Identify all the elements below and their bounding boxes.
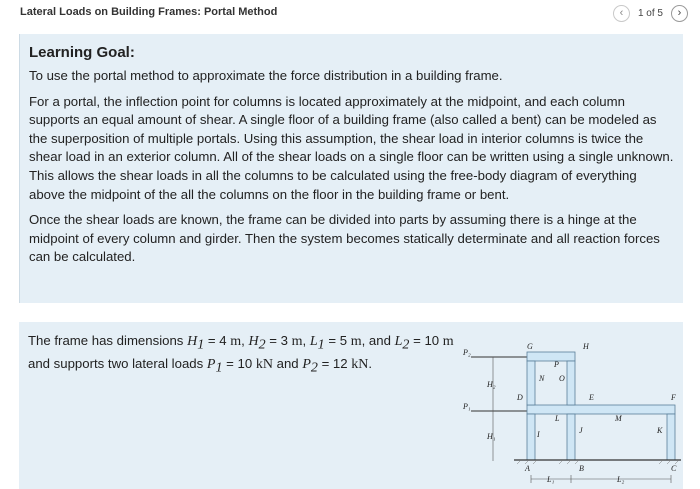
column-lower-mid <box>567 414 575 460</box>
frame-diagram-svg <box>459 329 685 487</box>
page-title: Lateral Loads on Building Frames: Portal Method <box>20 6 278 18</box>
ground-hatch <box>517 460 679 464</box>
label-l1: L₁ <box>547 475 555 484</box>
label-p2: P₂ <box>463 348 471 357</box>
column-upper-mid <box>567 361 575 405</box>
svg-text:C: C <box>671 464 677 473</box>
learning-goal-panel <box>19 34 683 303</box>
load-arrow-p2 <box>471 354 533 360</box>
chevron-left-icon: ‹ <box>619 7 624 19</box>
page-counter: 1 of 5 <box>637 7 663 19</box>
svg-text:D: D <box>517 393 523 402</box>
svg-text:H: H <box>583 342 589 351</box>
column-upper-left <box>527 361 535 405</box>
upper-girder <box>527 352 575 361</box>
svg-text:O: O <box>559 374 565 383</box>
goal-paragraph-1: To use the portal method to approximate the force distribution in a building frame. <box>29 68 503 83</box>
column-lower-right <box>667 414 675 460</box>
svg-text:K: K <box>657 426 663 435</box>
svg-text:M: M <box>615 414 622 423</box>
svg-text:F: F <box>671 393 676 402</box>
label-p1: P₁ <box>463 402 471 411</box>
label-h2: H₂ <box>487 380 496 389</box>
next-page-button[interactable] <box>671 5 688 22</box>
svg-text:B: B <box>579 464 584 473</box>
svg-text:N: N <box>539 374 545 383</box>
svg-text:L: L <box>555 414 560 423</box>
learning-goal-heading: Learning Goal: <box>29 44 135 61</box>
column-lower-left <box>527 414 535 460</box>
pagination <box>613 3 688 23</box>
header <box>0 0 700 26</box>
label-l2: L₂ <box>617 475 625 484</box>
goal-paragraph-2: For a portal, the inflection point for columns is located approximately at the midpoint, and each column supports an equal amount of shear. A single floor of a building frame (also called a bent) can be modeled as the superposition of multiple portals. Using this assumption, the shear load in interior columns is twice the shear load in an exterior column. All of the shear loads on a single floor can be written using a single unknown. This allows the shear loads in all the columns to be calculated using the free-body diagram of everything above the midpoint of the all the columns on the floor in the building frame or bent. <box>29 93 674 202</box>
svg-text:E: E <box>589 393 594 402</box>
lower-girder <box>527 405 675 414</box>
svg-text:G: G <box>527 342 533 351</box>
chevron-right-icon: › <box>677 7 682 19</box>
svg-text:J: J <box>579 426 583 435</box>
svg-text:A: A <box>525 464 530 473</box>
label-h1: H₁ <box>487 432 496 441</box>
svg-text:I: I <box>537 430 540 439</box>
problem-text: The frame has dimensions $H_1 = 4$ m, $H_2 = 3$ m, $L_1 = 5$ m, and $L_2 = 10$ m and supports two lateral loads $P_1 = 10$ kN and $P_2 = 12$ kN. <box>28 333 454 376</box>
load-arrow-p1 <box>471 408 533 414</box>
frame-diagram <box>459 329 685 487</box>
goal-paragraph-3: Once the shear loads are known, the frame can be divided into parts by assuming there is a hinge at the midpoint of every column and girder. Then the system becomes statically determinate and all reaction forces can be calculated. <box>29 212 660 265</box>
previous-page-button[interactable] <box>613 5 630 22</box>
problem-statement-panel <box>19 322 683 489</box>
svg-text:P: P <box>554 360 559 369</box>
